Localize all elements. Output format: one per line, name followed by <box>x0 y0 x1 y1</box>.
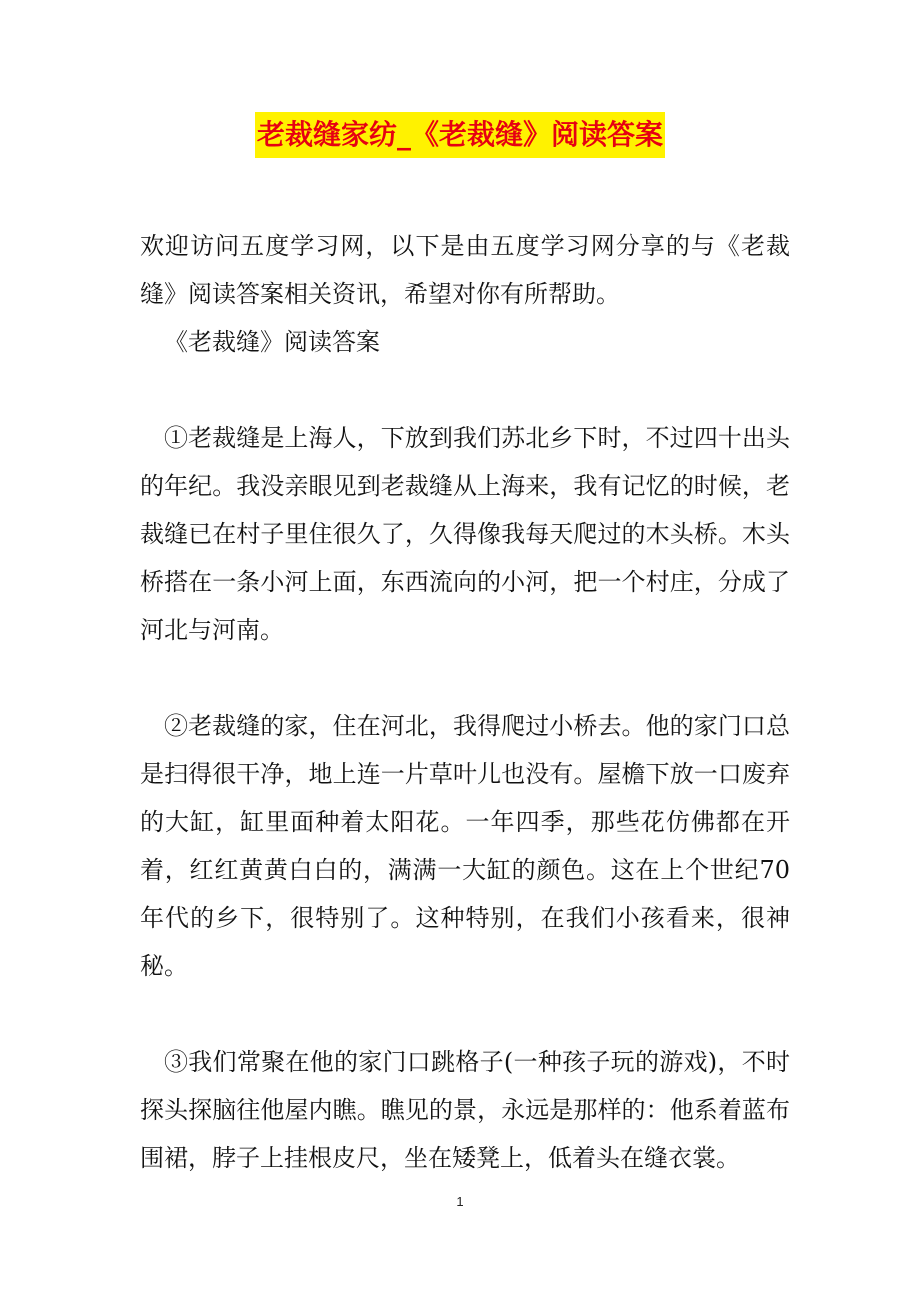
document-title: 老裁缝家纺_《老裁缝》阅读答案 <box>255 112 665 158</box>
paragraph-3: ③我们常聚在他的家门口跳格子(一种孩子玩的游戏)，不时探头探脑往他屋内瞧。瞧见的景，永远是那样的：他系着蓝布围裙，脖子上挂根皮尺，坐在矮凳上，低着头在缝衣裳。 <box>140 1048 790 1172</box>
title-container <box>0 112 920 158</box>
page-number: 1 <box>456 1194 464 1209</box>
paragraph-1: ①老裁缝是上海人，下放到我们苏北乡下时，不过四十出头的年纪。我没亲眼见到老裁缝从上海来，我有记忆的时候，老裁缝已在村子里住很久了，久得像我每天爬过的木头桥。木头桥搭在一条小河上面，东西流向的小河，把一个村庄，分成了河北与河南。 <box>140 424 790 644</box>
subheading: 《老裁缝》阅读答案 <box>164 328 380 356</box>
paragraph-2: ②老裁缝的家，住在河北，我得爬过小桥去。他的家门口总是扫得很干净，地上连一片草叶儿也没有。屋檐下放一口废弃的大缸，缸里面种着太阳花。一年四季，那些花仿佛都在开着，红红黄黄白白的，满满一大缸的颜色。这在上个世纪70年代的乡下，很特别了。这种特别，在我们小孩看来，很神秘。 <box>140 712 790 980</box>
intro-paragraph: 欢迎访问五度学习网，以下是由五度学习网分享的与《老裁缝》阅读答案相关资讯，希望对你有所帮助。 <box>140 232 790 308</box>
